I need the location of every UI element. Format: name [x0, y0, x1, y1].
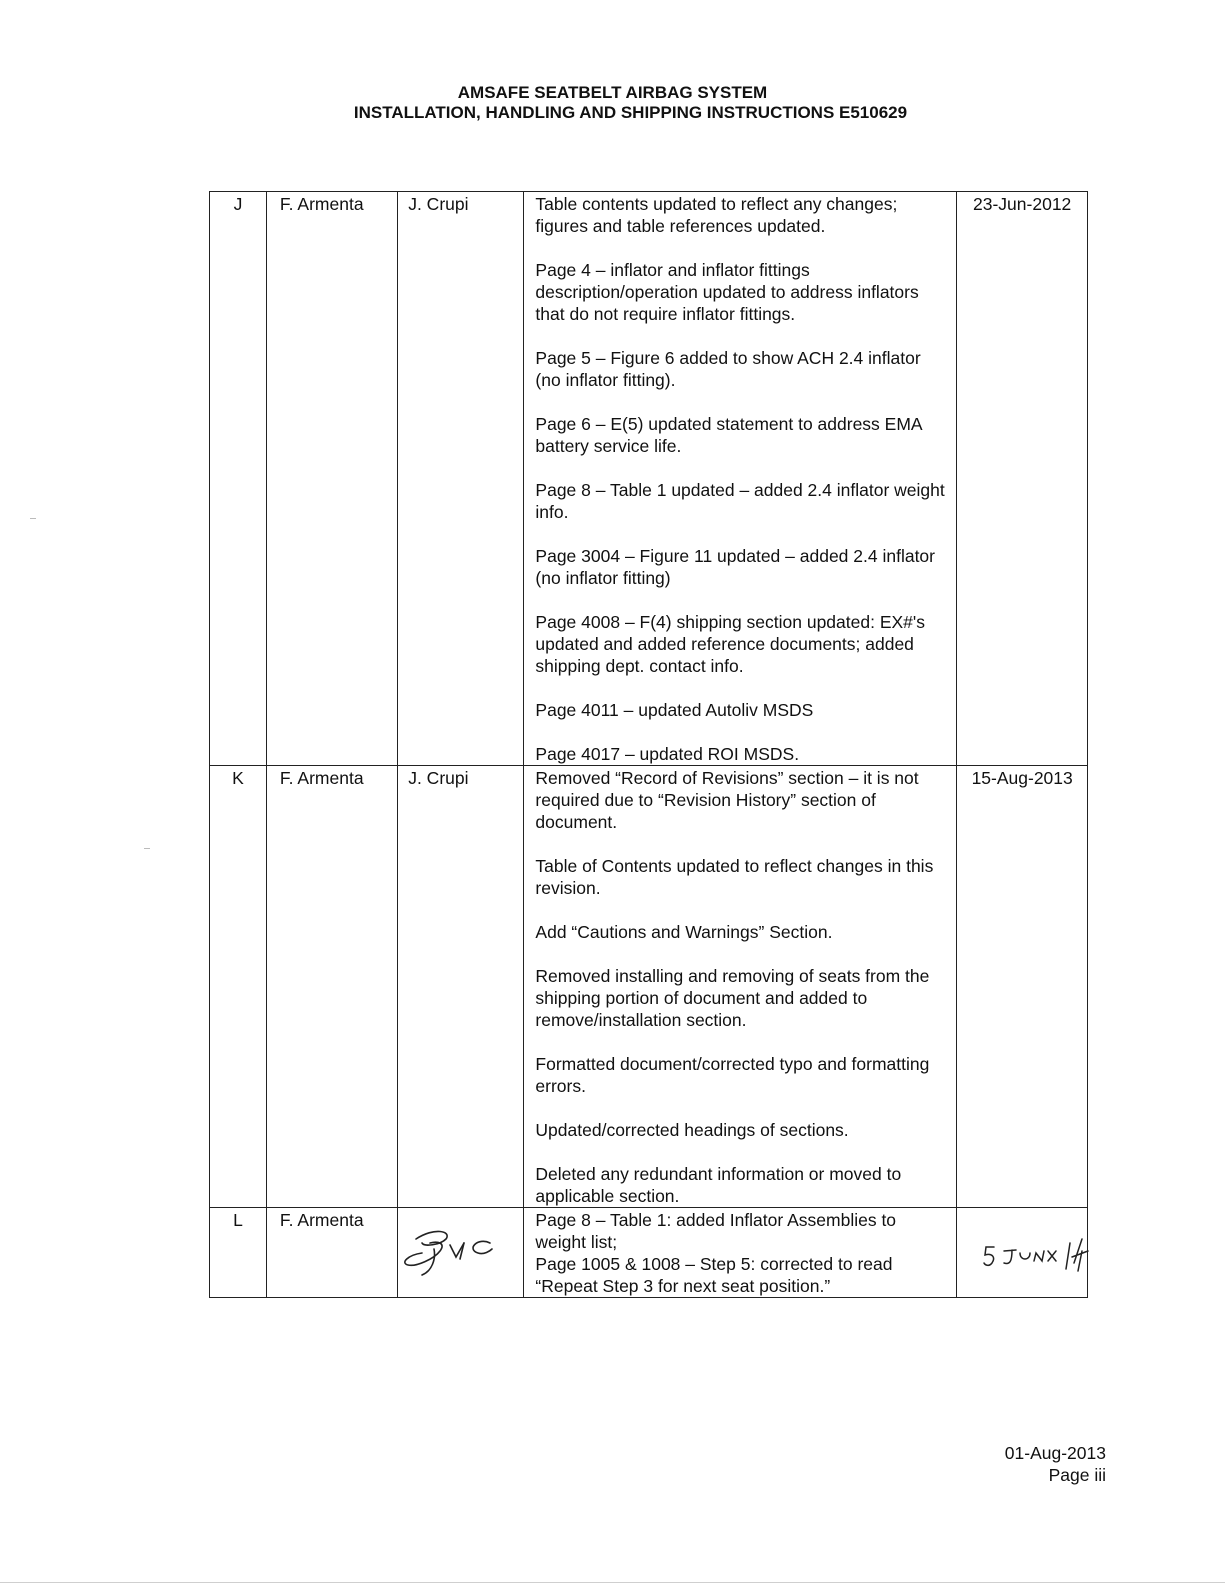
approved-by-signature [398, 1208, 524, 1298]
revision-letter: J [210, 192, 267, 766]
description-item: Add “Cautions and Warnings” Section. [535, 922, 833, 942]
description-item: Table contents updated to reflect any changes; figures and table references updated. [535, 194, 898, 236]
page-footer [1005, 1442, 1106, 1486]
revision-letter: L [210, 1208, 267, 1298]
description-item: Page 4011 – updated Autoliv MSDS [535, 700, 814, 720]
description-item: Page 8 – Table 1 updated – added 2.4 inflator weight info. [535, 480, 945, 522]
description-item: Page 5 – Figure 6 added to show ACH 2.4 inflator (no inflator fitting). [535, 348, 921, 390]
description-item: Page 4008 – F(4) shipping section updated: EX#'s updated and added reference documents; added shipping dept. contact info. [535, 612, 925, 676]
approved-by: J. Crupi [398, 766, 524, 1208]
revision-description [524, 766, 957, 1208]
description-item: Table of Contents updated to reflect changes in this revision. [535, 856, 934, 898]
document-header [0, 83, 1225, 123]
description-item: Page 4017 – updated ROI MSDS. [535, 744, 800, 764]
description-item: Page 6 – E(5) updated statement to address EMA battery service life. [535, 414, 922, 456]
table-row [210, 1208, 1088, 1298]
revised-by: F. Armenta [266, 1208, 397, 1298]
handwritten-signature [394, 1219, 504, 1289]
revision-date: 23-Jun-2012 [957, 192, 1088, 766]
revision-history-table [209, 191, 1088, 1298]
description-item: Deleted any redundant information or moved to applicable section. [535, 1164, 902, 1206]
scan-mark [144, 848, 150, 849]
description-item: Removed installing and removing of seats from the shipping portion of document and added to remove/installation section. [535, 966, 930, 1030]
handwritten-date [982, 1237, 1092, 1287]
description-item: Page 3004 – Figure 11 updated – added 2.4 inflator (no inflator fitting) [535, 546, 935, 588]
scan-edge [0, 1582, 1225, 1583]
table-row [210, 766, 1088, 1208]
table-row [210, 192, 1088, 766]
revision-description [524, 1208, 957, 1298]
description-line: Page 1005 & 1008 – Step 5: corrected to read “Repeat Step 3 for next seat position.” [535, 1254, 893, 1296]
description-line: Page 8 – Table 1: added Inflator Assemblies to weight list; [535, 1210, 897, 1252]
description-item: Removed “Record of Revisions” section – it is not required due to “Revision History” section of document. [535, 768, 919, 832]
description-item: Updated/corrected headings of sections. [535, 1120, 849, 1140]
scan-mark [30, 518, 36, 519]
description-item: Page 4 – inflator and inflator fittings description/operation updated to address inflators that do not require inflator fittings. [535, 260, 919, 324]
revision-date-handwritten [957, 1208, 1088, 1298]
header-subtitle: INSTALLATION, HANDLING AND SHIPPING INSTRUCTIONS E510629 [353, 103, 908, 122]
description-item: Formatted document/corrected typo and formatting errors. [535, 1054, 930, 1096]
footer-date: 01-Aug-2013 [1004, 1443, 1106, 1463]
header-title: AMSAFE SEATBELT AIRBAG SYSTEM [457, 83, 768, 102]
page-number: Page iii [1048, 1465, 1106, 1485]
approved-by: J. Crupi [398, 192, 524, 766]
revised-by: F. Armenta [266, 766, 397, 1208]
revision-letter: K [210, 766, 267, 1208]
revision-description [524, 192, 957, 766]
revision-date: 15-Aug-2013 [957, 766, 1088, 1208]
revised-by: F. Armenta [266, 192, 397, 766]
